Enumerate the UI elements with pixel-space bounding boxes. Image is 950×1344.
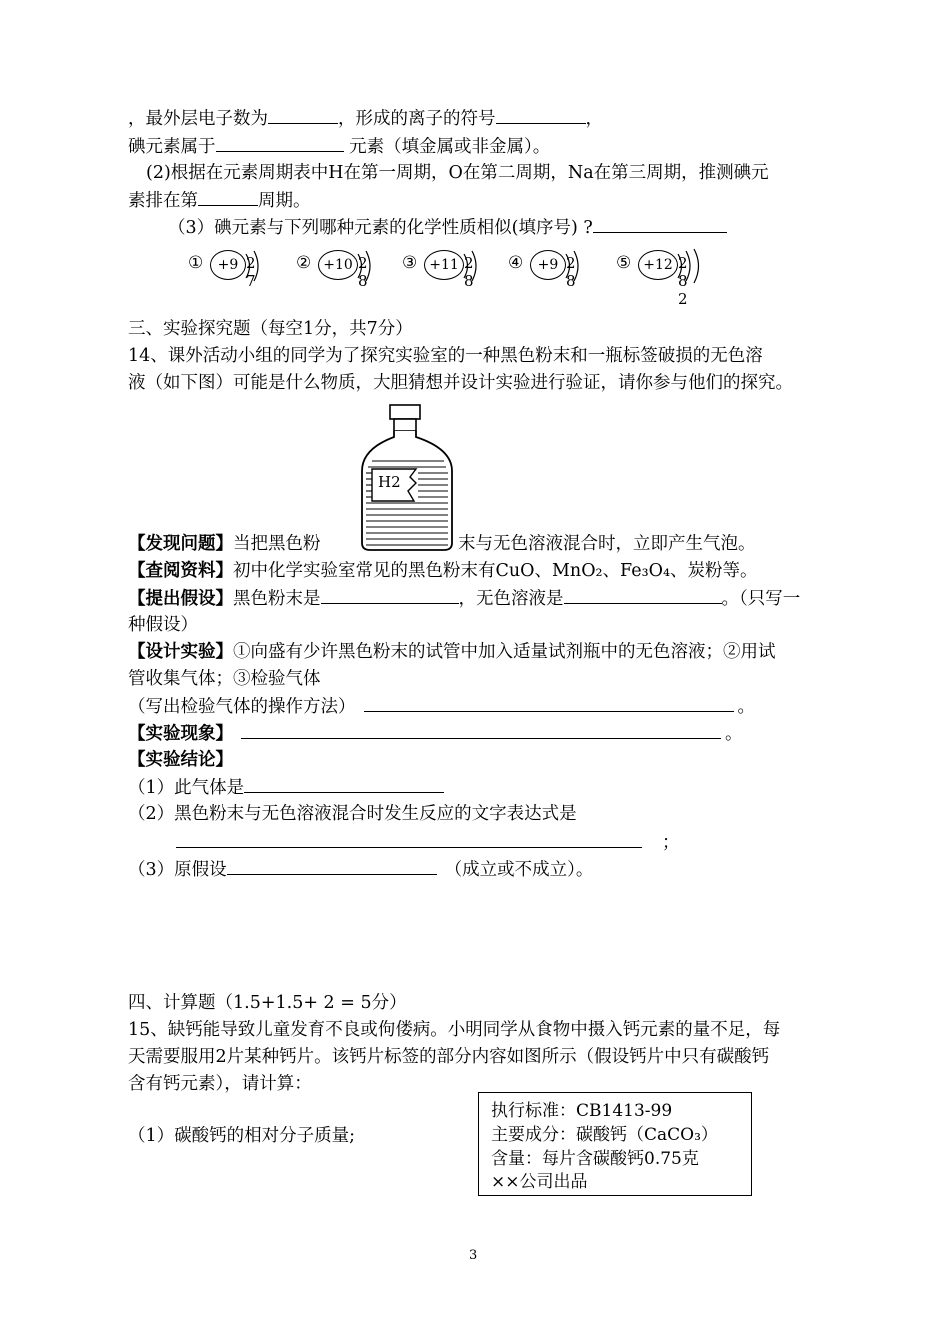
conclusion-3-text-a: （3）原假设 xyxy=(128,860,227,880)
hypothesis-text-a: 黑色粉末是 xyxy=(233,589,321,609)
q13-line4-a: 素排在第 xyxy=(128,191,198,211)
hypothesis-text-b: ，无色溶液是 xyxy=(458,589,564,609)
phenomenon-line xyxy=(128,721,743,746)
ion-symbol-blank[interactable] xyxy=(496,106,586,124)
conclusion-3 xyxy=(128,857,593,882)
conclusion-2: （2）黑色粉末与无色溶液混合时发生反应的文字表达式是 xyxy=(128,804,577,824)
electron-count: 2 8 xyxy=(566,254,579,290)
atom-nucleus: +9 xyxy=(530,250,566,280)
q13-line2-b: 元素（填金属或非金属）。 xyxy=(343,137,551,157)
q14-intro-2: 液（如下图）可能是什么物质，大胆猜想并设计实验进行验证，请你参与他们的探究。 xyxy=(128,373,793,393)
section3-title: 三、实验探究题（每空1分，共7分） xyxy=(128,319,413,339)
conclusion-2-answer xyxy=(176,830,680,855)
q15-line-3: 含有钙元素），请计算： xyxy=(128,1074,312,1094)
q13-line2 xyxy=(128,134,550,159)
similar-element-blank[interactable] xyxy=(593,215,727,233)
test-gas-method-blank[interactable] xyxy=(364,694,734,712)
colorless-solution-blank[interactable] xyxy=(564,586,722,604)
electron-count: 2 8 xyxy=(464,254,477,290)
word-equation-blank[interactable] xyxy=(176,830,642,848)
q13-line2-a: 碘元素属于 xyxy=(128,137,216,157)
phenomenon-tag: 【实验现象】 xyxy=(128,724,233,744)
q13-line1 xyxy=(128,106,603,131)
atom-number: ④ xyxy=(508,253,524,273)
q13-line5 xyxy=(168,215,727,240)
find-problem-text-a: 当把黑色粉 xyxy=(233,534,321,554)
phenomenon-blank[interactable] xyxy=(241,721,721,739)
design-line-2: 管收集气体；③检验气体 xyxy=(128,669,321,689)
q13-line1-b: ，形成的离子的符号 xyxy=(338,109,496,129)
conclusion-1 xyxy=(128,775,444,800)
hypothesis-valid-blank[interactable] xyxy=(227,857,437,875)
q15-sub-1: （1）碳酸钙的相对分子质量; xyxy=(128,1126,356,1146)
section4-title: 四、计算题（1.5+1.5+ 2 = 5分） xyxy=(128,993,407,1013)
gas-name-blank[interactable] xyxy=(244,775,444,793)
atom-number: ⑤ xyxy=(616,253,632,273)
find-problem-line-cont: 末与无色溶液混合时，立即产生气泡。 xyxy=(458,534,756,554)
atom-number: ① xyxy=(188,253,204,273)
design-tag: 【设计实验】 xyxy=(128,642,233,662)
q15-line-1: 15、缺钙能导致儿童发育不良或佝偻病。小明同学从食物中摄入钙元素的量不足，每 xyxy=(128,1020,781,1040)
phenomenon-end: 。 xyxy=(725,724,743,744)
q13-line1-c: ， xyxy=(585,109,603,129)
design-end: 。 xyxy=(737,697,755,717)
reagent-bottle-illustration xyxy=(358,403,458,553)
atom-nucleus: +10 xyxy=(318,250,358,280)
design-line-3 xyxy=(128,694,755,719)
design-text-a: ①向盛有少许黑色粉末的试管中加入适量试剂瓶中的无色溶液；②用试 xyxy=(233,642,776,662)
black-powder-blank[interactable] xyxy=(321,586,459,604)
period-blank[interactable] xyxy=(198,188,258,206)
q13-line1-a: ，最外层电子数为 xyxy=(128,109,268,129)
metal-type-blank[interactable] xyxy=(216,134,344,152)
q13-line4 xyxy=(128,188,311,213)
lookup-text: 初中化学实验室常见的黑色粉末有CuO、MnO₂、Fe₃O₄、炭粉等。 xyxy=(233,561,758,581)
lookup-line xyxy=(128,559,757,583)
label-ingredient: 主要成分：碳酸钙（CaCO₃） xyxy=(491,1125,718,1145)
atom-nucleus: +12 xyxy=(638,250,678,280)
hypothesis-text-c: 。（只写一 xyxy=(721,589,801,609)
conclusion-tag: 【实验结论】 xyxy=(128,750,233,770)
q13-line5-text: （3）碘元素与下列哪种元素的化学性质相似(填序号) ? xyxy=(168,218,593,238)
outer-electron-blank[interactable] xyxy=(268,106,338,124)
electron-count: 2 7 xyxy=(246,254,259,290)
page-number: 3 xyxy=(469,1248,478,1263)
hypothesis-line-2: 种假设） xyxy=(128,615,198,635)
calcium-tablet-label xyxy=(478,1092,752,1196)
design-text-c: （写出检验气体的操作方法） xyxy=(128,697,356,717)
atom-number: ② xyxy=(296,253,312,273)
conclusion-3-text-b: （成立或不成立）。 xyxy=(444,860,594,880)
label-content: 含量：每片含碳酸钙0.75克 xyxy=(491,1149,699,1169)
label-manufacturer: ××公司出品 xyxy=(491,1172,588,1192)
conclusion-2-end: ； xyxy=(662,833,680,853)
q13-line4-b: 周期。 xyxy=(258,191,311,211)
find-problem-tag: 【发现问题】 xyxy=(128,534,233,554)
design-line-1 xyxy=(128,640,776,664)
hypothesis-tag: 【提出假设】 xyxy=(128,589,233,609)
bottle-label-text: H2 xyxy=(378,473,401,491)
q15-line-2: 天需要服用2片某种钙片。该钙片标签的部分内容如图所示（假设钙片中只有碳酸钙 xyxy=(128,1047,770,1067)
electron-count: 2 8 2 xyxy=(678,254,691,308)
q14-intro-1: 14、课外活动小组的同学为了探究实验室的一种黑色粉末和一瓶标签破损的无色溶 xyxy=(128,346,763,366)
conclusion-1-text: （1）此气体是 xyxy=(128,778,245,798)
lookup-tag: 【查阅资料】 xyxy=(128,561,233,581)
label-standard: 执行标准：CB1413-99 xyxy=(491,1101,673,1121)
q13-line3: (2)根据在元素周期表中H在第一周期，O在第二周期，Na在第三周期，推测碘元 xyxy=(146,163,769,183)
atom-number: ③ xyxy=(402,253,418,273)
find-problem-line xyxy=(128,532,321,556)
atom-nucleus: +9 xyxy=(210,250,246,280)
atom-nucleus: +11 xyxy=(424,250,464,280)
electron-count: 2 8 xyxy=(358,254,371,290)
hypothesis-line xyxy=(128,586,800,611)
